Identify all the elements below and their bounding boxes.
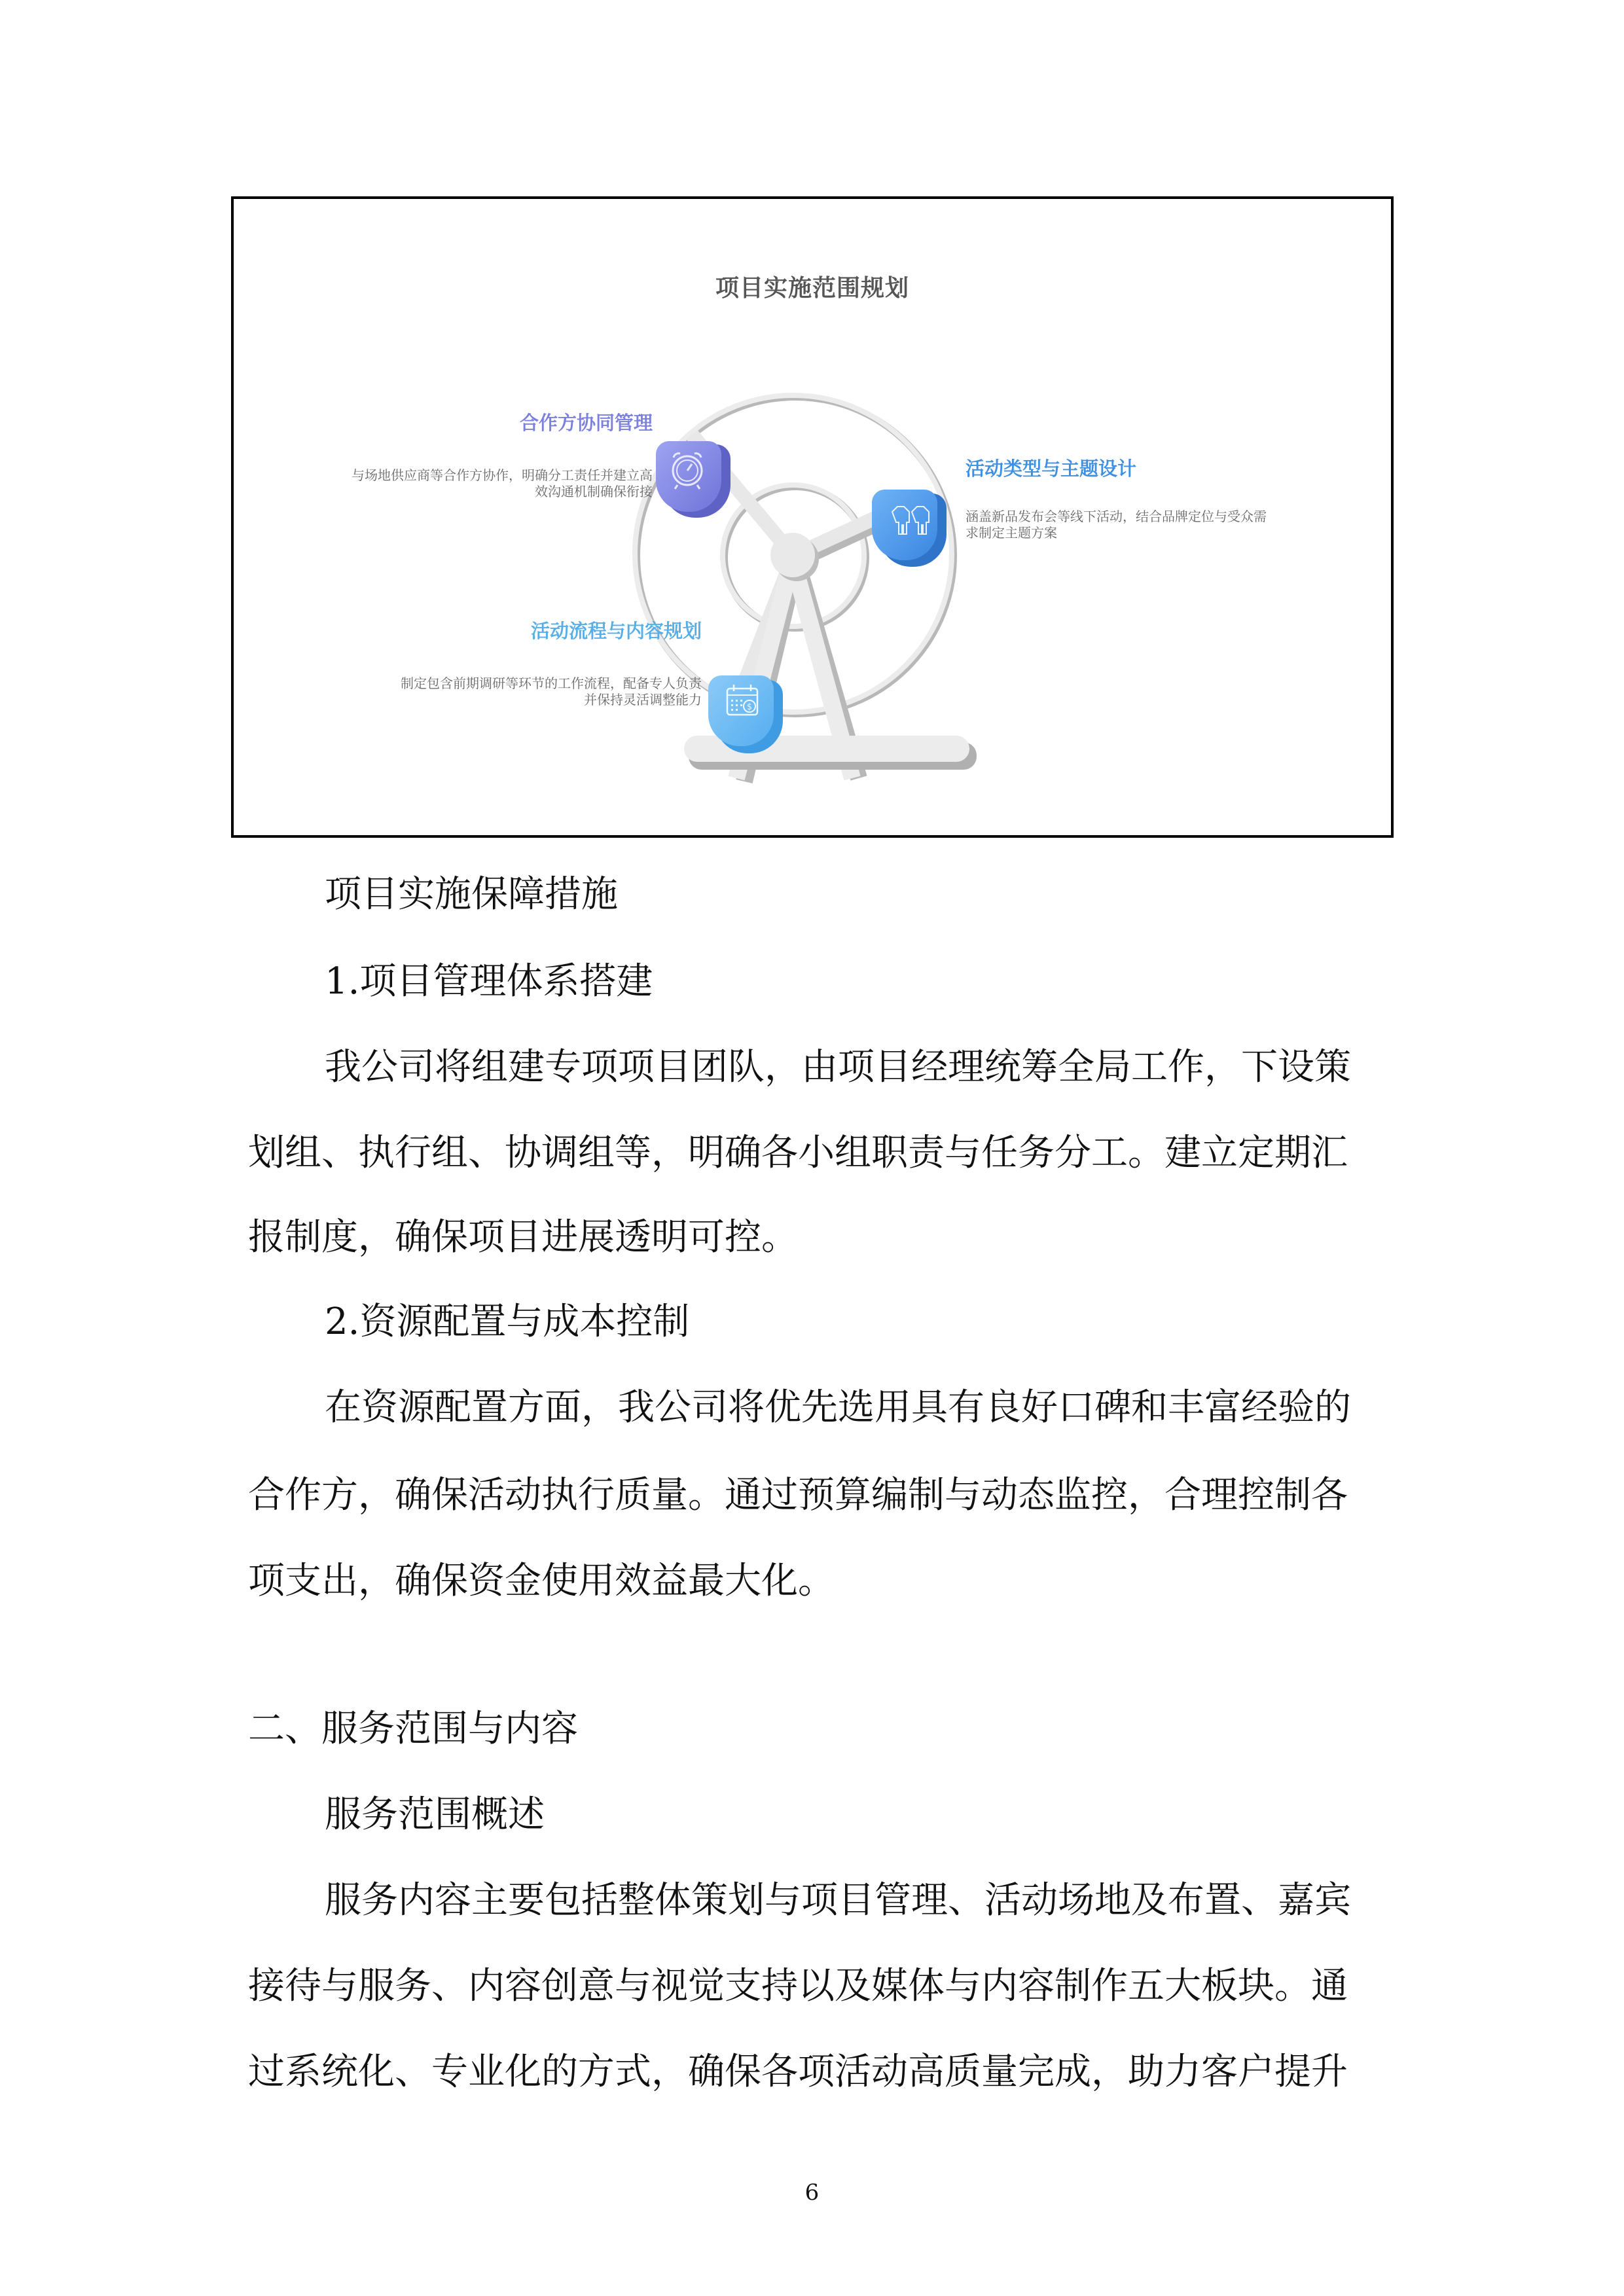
paragraph-line: 服务内容主要包括整体策划与项目管理、活动场地及布置、嘉宾 xyxy=(325,1879,1351,1922)
people-icon xyxy=(872,490,947,567)
svg-text:$: $ xyxy=(746,702,753,712)
heading-partner-management: 合作方协同管理 xyxy=(519,412,653,434)
desc-partner-management: 与场地供应商等合作方协作，明确分工责任并建立高 效沟通机制确保衔接 xyxy=(352,467,653,499)
alarm-clock-icon xyxy=(656,441,731,518)
section-heading: 项目实施保障措施 xyxy=(325,873,618,916)
desc-activity-type: 涵盖新品发布会等线下活动，结合品牌定位与受众需 求制定主题方案 xyxy=(965,509,1267,541)
subheading: 服务范围概述 xyxy=(325,1793,545,1836)
paragraph-line: 报制度，确保项目进展透明可控。 xyxy=(248,1216,798,1259)
heading-activity-type: 活动类型与主题设计 xyxy=(965,457,1137,480)
paragraph-line: 过系统化、专业化的方式，确保各项活动高质量完成，助力客户提升 xyxy=(248,2051,1348,2093)
scope-planning-figure xyxy=(231,196,1394,838)
paragraph-line: 合作方，确保活动执行质量。通过预算编制与动态监控，合理控制各 xyxy=(248,1474,1348,1516)
figure-title: 项目实施范围规划 xyxy=(715,275,909,302)
paragraph-line: 我公司将组建专项项目团队，由项目经理统筹全局工作，下设策 xyxy=(325,1046,1351,1088)
paragraph-line: 接待与服务、内容创意与视觉支持以及媒体与内容制作五大板块。通 xyxy=(248,1965,1348,2007)
label-activity-flow xyxy=(234,617,702,715)
label-activity-type xyxy=(965,454,1267,541)
label-partner-management xyxy=(234,408,653,500)
heading-activity-flow: 活动流程与内容规划 xyxy=(530,620,702,642)
desc-activity-flow: 制定包含前期调研等环节的工作流程，配备专人负责 并保持灵活调整能力 xyxy=(401,675,702,708)
subheading: 1.项目管理体系搭建 xyxy=(325,960,653,1003)
page-number: 6 xyxy=(804,2179,820,2206)
chapter-heading: 二、服务范围与内容 xyxy=(248,1708,578,1750)
subheading: 2.资源配置与成本控制 xyxy=(325,1300,690,1343)
paragraph-line: 在资源配置方面，我公司将优先选用具有良好口碑和丰富经验的 xyxy=(325,1386,1351,1429)
paragraph-line: 项支出，确保资金使用效益最大化。 xyxy=(248,1560,835,1602)
paragraph-line: 划组、执行组、协调组等，明确各小组职责与任务分工。建立定期汇 xyxy=(248,1132,1348,1174)
